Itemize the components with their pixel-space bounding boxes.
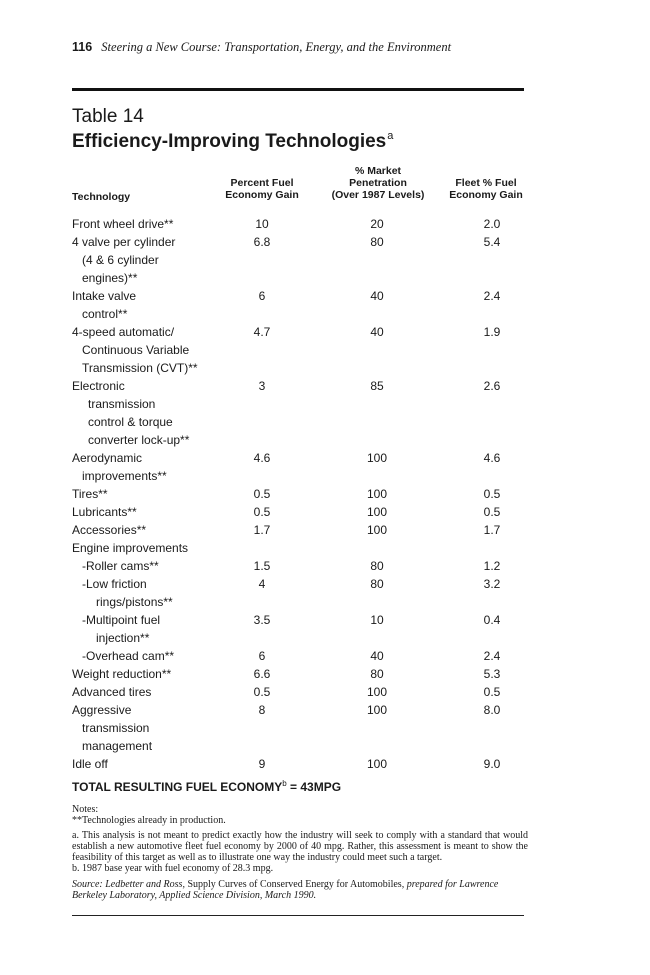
table-row [72, 377, 532, 449]
fleet-gain-cell: 0.5 [483, 685, 501, 699]
technology-line: management [82, 739, 153, 753]
top-rule [72, 88, 524, 91]
table-row [72, 683, 532, 701]
technology-line: Accessories** [72, 523, 147, 537]
technology-cell [72, 377, 242, 449]
technology-line: Engine improvements [72, 541, 189, 555]
technology-cell [72, 215, 242, 233]
notes-heading: Notes: [72, 804, 99, 815]
table-row [72, 287, 532, 323]
table-row [72, 755, 532, 773]
table-row [72, 611, 532, 647]
table-row [72, 485, 532, 503]
technology-cell [72, 521, 242, 539]
col-header-market-penetration [318, 165, 438, 201]
technology-cell [72, 701, 242, 755]
market-penetration-cell: 80 [370, 667, 384, 681]
technology-line: Aggressive [72, 703, 132, 717]
technology-line: -Roller cams** [82, 559, 159, 573]
market-penetration-cell: 100 [366, 451, 388, 465]
technology-cell [72, 485, 242, 503]
percent-gain-cell: 6 [258, 649, 266, 663]
technology-line: control & torque [88, 415, 173, 429]
market-penetration-cell: 100 [366, 523, 388, 537]
technology-line: Lubricants** [72, 505, 137, 519]
technology-line: 4 valve per cylinder [72, 235, 176, 249]
fleet-gain-cell: 1.2 [483, 559, 501, 573]
technology-line: injection** [96, 631, 150, 645]
fleet-gain-cell: 8.0 [483, 703, 501, 717]
total-line [72, 779, 341, 794]
market-penetration-cell: 100 [366, 757, 388, 771]
table-row [72, 647, 532, 665]
table-title-text: Efficiency-Improving Technologies [72, 131, 387, 152]
market-penetration-cell: 40 [370, 325, 384, 339]
technology-line: -Multipoint fuel [82, 613, 161, 627]
technology-line: Transmission (CVT)** [82, 361, 198, 375]
fleet-gain-cell: 0.5 [483, 505, 501, 519]
fleet-gain-cell: 2.4 [483, 289, 501, 303]
col-header-line: % Market [354, 165, 402, 177]
fleet-gain-cell: 2.0 [483, 217, 501, 231]
fleet-gain-cell: 3.2 [483, 577, 501, 591]
fleet-gain-cell: 1.7 [483, 523, 501, 537]
col-header-technology [72, 191, 130, 203]
table-label: Table 14 [72, 106, 144, 127]
technology-line: -Low friction [82, 577, 147, 591]
technology-line: improvements** [82, 469, 167, 483]
col-header-line: (Over 1987 Levels) [331, 189, 425, 201]
technology-line: Advanced tires [72, 685, 152, 699]
market-penetration-cell: 80 [370, 235, 384, 249]
market-penetration-cell: 10 [370, 613, 384, 627]
technology-cell [72, 503, 242, 521]
technology-line: engines)** [82, 271, 138, 285]
fleet-gain-cell: 1.9 [483, 325, 501, 339]
percent-gain-cell: 9 [258, 757, 266, 771]
source-lead: Source: Ledbetter and Ross, [72, 879, 188, 890]
technology-cell [72, 683, 242, 701]
market-penetration-cell: 100 [366, 685, 388, 699]
fleet-gain-cell: 5.3 [483, 667, 501, 681]
fleet-gain-cell: 0.5 [483, 487, 501, 501]
col-header-line: Penetration [349, 177, 407, 189]
percent-gain-cell: 1.7 [253, 523, 271, 537]
market-penetration-cell: 80 [370, 559, 384, 573]
technology-cell [72, 539, 242, 557]
table-row [72, 557, 532, 575]
market-penetration-cell: 100 [366, 487, 388, 501]
notes-section [72, 804, 528, 901]
technology-cell [72, 323, 242, 377]
table-row [72, 503, 532, 521]
col-header-line: Economy Gain [225, 189, 299, 201]
technology-cell [72, 449, 242, 485]
table-row [72, 323, 532, 377]
technology-line: transmission [88, 397, 156, 411]
technology-line: Weight reduction** [72, 667, 172, 681]
percent-gain-cell: 8 [258, 703, 266, 717]
market-penetration-cell: 40 [370, 289, 384, 303]
fleet-gain-cell: 9.0 [483, 757, 501, 771]
market-penetration-cell: 40 [370, 649, 384, 663]
percent-gain-cell: 6 [258, 289, 266, 303]
table-row [72, 215, 532, 233]
percent-gain-cell: 10 [255, 217, 269, 231]
technology-cell [72, 665, 242, 683]
source-note [72, 879, 528, 901]
percent-gain-cell: 4.6 [253, 451, 271, 465]
market-penetration-cell: 100 [366, 505, 388, 519]
table-row [72, 701, 532, 755]
percent-gain-cell: 0.5 [253, 505, 271, 519]
total-prefix: TOTAL RESULTING FUEL ECONOMY [72, 780, 283, 794]
total-marker: b [282, 779, 287, 788]
source-tail: , prepared for Lawrence Berkeley Laboratory, Applied Science Division, March 1990. [72, 879, 499, 901]
col-header-line: Economy Gain [449, 189, 523, 201]
technology-cell [72, 557, 242, 575]
technology-line: Front wheel drive** [72, 217, 174, 231]
technology-cell [72, 233, 242, 287]
percent-gain-cell: 4.7 [253, 325, 271, 339]
percent-gain-cell: 0.5 [253, 487, 271, 501]
table-row [72, 521, 532, 539]
percent-gain-cell: 0.5 [253, 685, 271, 699]
fleet-gain-cell: 5.4 [483, 235, 501, 249]
technology-line: Electronic [72, 379, 125, 393]
running-head [72, 40, 542, 55]
fleet-gain-cell: 0.4 [483, 613, 501, 627]
market-penetration-cell: 80 [370, 577, 384, 591]
market-penetration-cell: 100 [366, 703, 388, 717]
bottom-rule [72, 915, 524, 916]
technology-line: Tires** [72, 487, 108, 501]
technology-line: Continuous Variable [82, 343, 190, 357]
technology-line: (4 & 6 cylinder [82, 253, 159, 267]
percent-gain-cell: 4 [258, 577, 266, 591]
table-row [72, 233, 532, 287]
table-row [72, 449, 532, 485]
market-penetration-cell: 20 [370, 217, 384, 231]
note-production: **Technologies already in production. [72, 815, 226, 826]
book-title: Steering a New Course: Transportation, Energy, and the Environment [101, 40, 452, 54]
col-header-fleet-gain [438, 177, 534, 201]
percent-gain-cell: 3.5 [253, 613, 271, 627]
page-number: 116 [72, 40, 93, 54]
table-body [72, 215, 532, 773]
total-suffix: = 43MPG [286, 780, 342, 794]
market-penetration-cell: 85 [370, 379, 384, 393]
col-header-percent-gain [212, 177, 312, 201]
technology-cell [72, 611, 242, 647]
col-header-line: Fleet % Fuel [455, 177, 517, 189]
technology-line: Aerodynamic [72, 451, 143, 465]
technology-line: Idle off [72, 757, 108, 771]
technology-line: control** [82, 307, 128, 321]
technology-line: rings/pistons** [96, 595, 173, 609]
technology-cell [72, 647, 242, 665]
table-row [72, 539, 532, 557]
table-title [72, 130, 393, 153]
col-header-line: Technology [72, 191, 131, 203]
technology-line: converter lock-up** [88, 433, 190, 447]
fleet-gain-cell: 4.6 [483, 451, 501, 465]
table-title-marker: a [387, 130, 394, 142]
percent-gain-cell: 6.6 [253, 667, 271, 681]
table-row [72, 665, 532, 683]
note-a: a. This analysis is not meant to predict exactly how the industry will seek to comply with a standard that would establish a new automotive fleet fuel economy by 2000 of 40 mpg. Rather, this assessment is meant to show the feasibility of this target as well as to illustrate one way the industry could meet such a target. [72, 830, 528, 863]
technology-cell [72, 287, 242, 323]
technology-line: Intake valve [72, 289, 137, 303]
percent-gain-cell: 3 [258, 379, 266, 393]
table-row [72, 575, 532, 611]
col-header-line: Percent Fuel [230, 177, 294, 189]
technology-line: -Overhead cam** [82, 649, 175, 663]
technology-line: 4-speed automatic/ [72, 325, 175, 339]
technology-cell [72, 575, 242, 611]
percent-gain-cell: 6.8 [253, 235, 271, 249]
source-title: Supply Curves of Conserved Energy for Automobiles [187, 879, 402, 890]
fleet-gain-cell: 2.6 [483, 379, 501, 393]
percent-gain-cell: 1.5 [253, 559, 271, 573]
fleet-gain-cell: 2.4 [483, 649, 501, 663]
technology-cell [72, 755, 242, 773]
technology-line: transmission [82, 721, 150, 735]
note-b: b. 1987 base year with fuel economy of 28.3 mpg. [72, 863, 274, 874]
